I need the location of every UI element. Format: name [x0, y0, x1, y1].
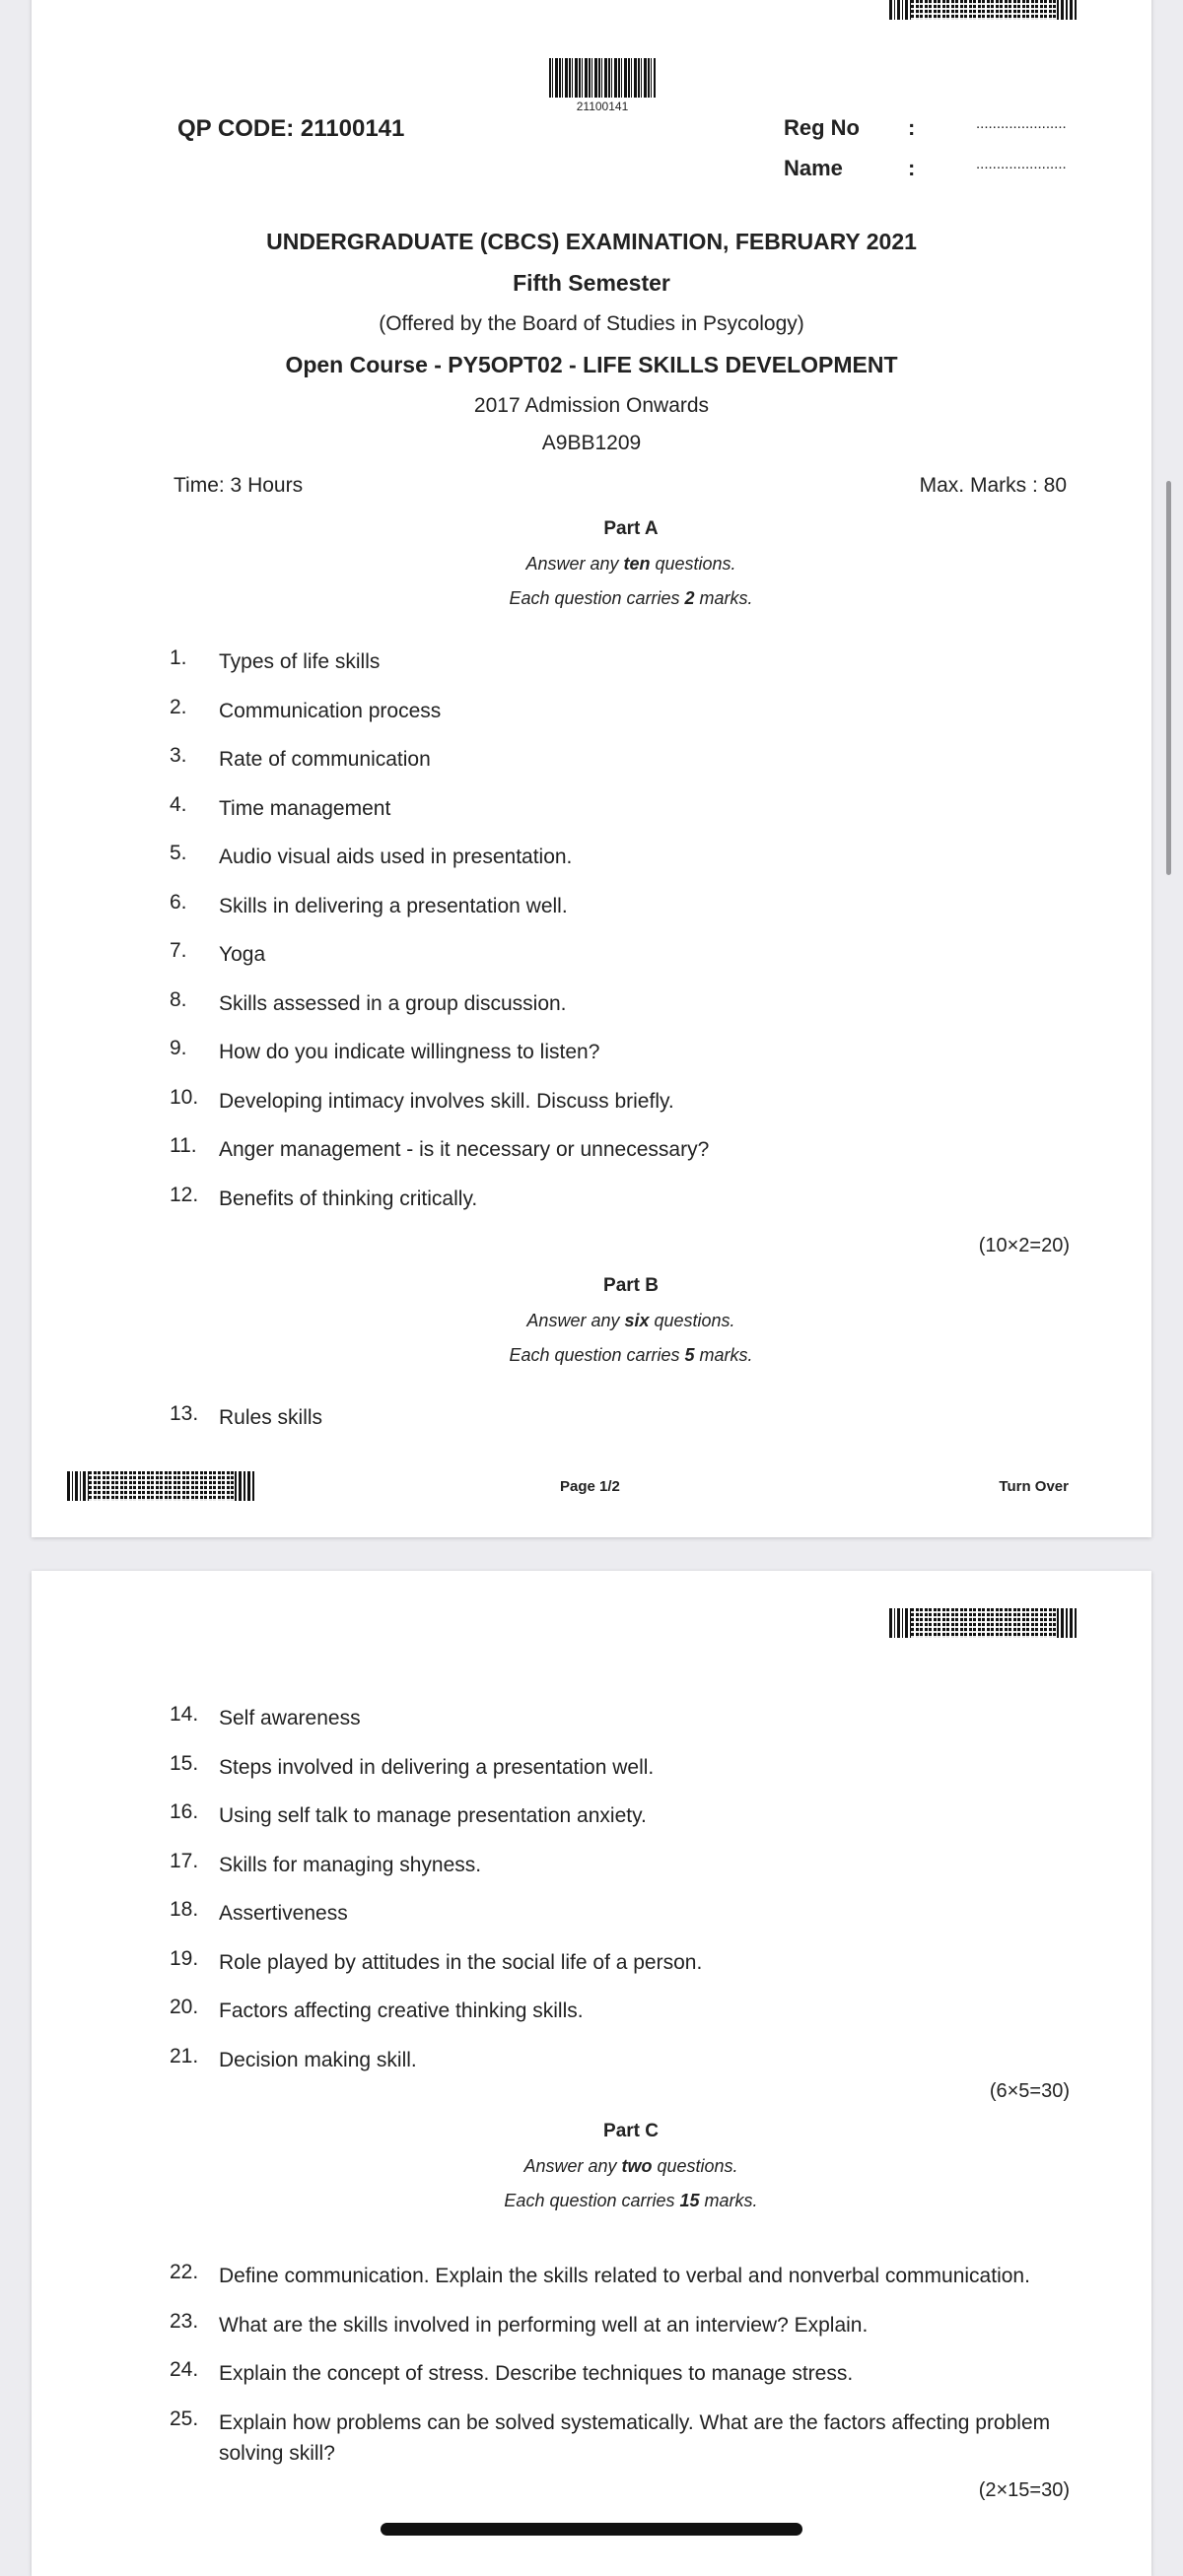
question-text: Developing intimacy involves skill. Discuss briefly.: [219, 1089, 674, 1113]
question-text: Rules skills: [219, 1406, 323, 1429]
question-number: 2.: [170, 695, 187, 718]
question-text: Role played by attitudes in the social life of a person.: [219, 1950, 703, 1974]
part-b-carry: Each question carries 5 marks.: [509, 1345, 753, 1365]
question-text: Steps involved in delivering a presentation well.: [219, 1755, 655, 1779]
part-b-title: Part B: [603, 1275, 659, 1296]
page-number: Page 1/2: [560, 1478, 620, 1495]
question-number: 8.: [170, 987, 187, 1011]
question-number: 16.: [170, 1800, 199, 1823]
reg-no-colon: :: [908, 115, 916, 140]
part-a-title: Part A: [603, 518, 659, 539]
question-text: Audio visual aids used in presentation.: [219, 846, 573, 868]
question-item: [170, 1134, 1086, 1165]
question-item: [170, 793, 1086, 824]
question-number: 5.: [170, 842, 187, 864]
question-text: Decision making skill.: [219, 2048, 417, 2071]
question-item: [170, 1703, 1086, 1733]
question-item: [170, 1947, 1086, 1978]
question-text: Explain the concept of stress. Describe techniques to manage stress.: [219, 2362, 854, 2385]
question-item: [170, 2045, 1086, 2075]
reg-no-label: Reg No: [784, 115, 860, 140]
question-number: 1.: [170, 646, 187, 669]
part-c-carry: Each question carries 15 marks.: [504, 2191, 758, 2210]
question-number: 19.: [170, 1946, 199, 1970]
question-text: What are the skills involved in performing well at an interview? Explain.: [219, 2313, 869, 2337]
part-c-marks: (2×15=30): [978, 2479, 1070, 2501]
question-text: Explain how problems can be solved systematically. What are the factors affecting problem solving skill?: [219, 2410, 1051, 2465]
question-number: 15.: [170, 1751, 199, 1775]
paper-code: A9BB1209: [541, 432, 642, 454]
barcode-number: 21100141: [576, 100, 629, 113]
question-item: [170, 988, 1086, 1019]
question-number: 12.: [170, 1183, 199, 1206]
question-item: [170, 1898, 1086, 1929]
question-text: Define communication. Explain the skills related to verbal and nonverbal communication.: [219, 2265, 1030, 2287]
reg-no-field[interactable]: ......................: [976, 115, 1067, 132]
question-number: 11.: [170, 1134, 197, 1157]
part-c-title: Part C: [603, 2121, 659, 2141]
name-label: Name: [784, 156, 843, 180]
question-item: [170, 1996, 1086, 2026]
part-b-instruction: Answer any six questions.: [526, 1311, 735, 1330]
question-number: 13.: [170, 1402, 199, 1425]
question-text: Skills for managing shyness.: [219, 1853, 482, 1876]
qp-code: QP CODE: 21100141: [177, 115, 405, 142]
question-item: [170, 2310, 1086, 2340]
question-number: 7.: [170, 939, 187, 962]
question-number: 21.: [170, 2044, 199, 2068]
question-text: Yoga: [219, 943, 266, 966]
page-code-top: [889, 1608, 1079, 1638]
question-number: 23.: [170, 2309, 199, 2333]
question-item: [170, 2358, 1086, 2389]
question-text: Skills in delivering a presentation well.: [219, 894, 568, 917]
question-number: 24.: [170, 2358, 199, 2381]
question-number: 6.: [170, 890, 187, 914]
question-text: Factors affecting creative thinking skills.: [219, 2000, 584, 2022]
question-number: 25.: [170, 2407, 199, 2430]
question-item: [170, 2261, 1086, 2291]
page-code-footer: [67, 1471, 256, 1501]
question-item: [170, 1752, 1086, 1783]
question-text: Benefits of thinking critically.: [219, 1186, 478, 1210]
question-text: Rate of communication: [219, 748, 431, 771]
question-text: Assertiveness: [219, 1902, 348, 1925]
question-text: Communication process: [219, 699, 442, 722]
question-number: 17.: [170, 1849, 199, 1872]
question-item: [170, 1850, 1086, 1880]
part-a-instruction: Answer any ten questions.: [525, 554, 736, 574]
part-a-marks: (10×2=20): [978, 1235, 1070, 1256]
question-item: [170, 1184, 1086, 1214]
question-item: [170, 744, 1086, 775]
question-item: [170, 842, 1086, 872]
question-number: 9.: [170, 1037, 187, 1059]
semester: Fifth Semester: [513, 270, 670, 296]
question-text: Skills assessed in a group discussion.: [219, 991, 567, 1015]
exam-title: UNDERGRADUATE (CBCS) EXAMINATION, FEBRUARY 2021: [266, 229, 917, 254]
scrollbar[interactable]: [1166, 481, 1171, 875]
question-text: Self awareness: [219, 1707, 361, 1729]
offered-by: (Offered by the Board of Studies in Psycology): [379, 312, 804, 335]
page-code-top: [889, 0, 1079, 20]
course-title: Open Course - PY5OPT02 - LIFE SKILLS DEVELOPMENT: [285, 352, 898, 377]
question-item: [170, 1402, 1086, 1433]
exam-page-2: [32, 1571, 1151, 2576]
question-number: 20.: [170, 1996, 199, 2018]
question-item: [170, 2407, 1086, 2469]
admission: 2017 Admission Onwards: [473, 394, 710, 417]
question-number: 10.: [170, 1085, 199, 1109]
part-a-carry: Each question carries 2 marks.: [509, 588, 753, 608]
part-b-marks: (6×5=30): [989, 2080, 1070, 2102]
name-field[interactable]: ......................: [976, 156, 1067, 172]
question-text: Anger management - is it necessary or unnecessary?: [219, 1138, 710, 1161]
max-marks: Max. Marks : 80: [919, 474, 1067, 497]
question-text: Time management: [219, 796, 391, 820]
part-c-instruction: Answer any two questions.: [523, 2156, 738, 2176]
question-text: Using self talk to manage presentation anxiety.: [219, 1804, 647, 1827]
question-text: How do you indicate willingness to listen?: [219, 1041, 600, 1063]
question-number: 14.: [170, 1703, 199, 1726]
question-item: [170, 1086, 1086, 1117]
question-item: [170, 646, 1086, 677]
question-item: [170, 1037, 1086, 1067]
question-item: [170, 696, 1086, 726]
exam-page-1: [32, 0, 1151, 1537]
turn-over: Turn Over: [999, 1478, 1069, 1495]
question-item: [170, 939, 1086, 970]
home-indicator[interactable]: [381, 2523, 802, 2536]
question-text: Types of life skills: [219, 650, 381, 673]
question-item: [170, 891, 1086, 921]
question-item: [170, 1800, 1086, 1831]
name-colon: :: [908, 156, 916, 180]
question-number: 18.: [170, 1898, 199, 1921]
barcode: [549, 58, 656, 98]
question-number: 22.: [170, 2261, 199, 2283]
question-number: 3.: [170, 744, 187, 767]
question-number: 4.: [170, 792, 187, 816]
exam-time: Time: 3 Hours: [174, 474, 304, 497]
